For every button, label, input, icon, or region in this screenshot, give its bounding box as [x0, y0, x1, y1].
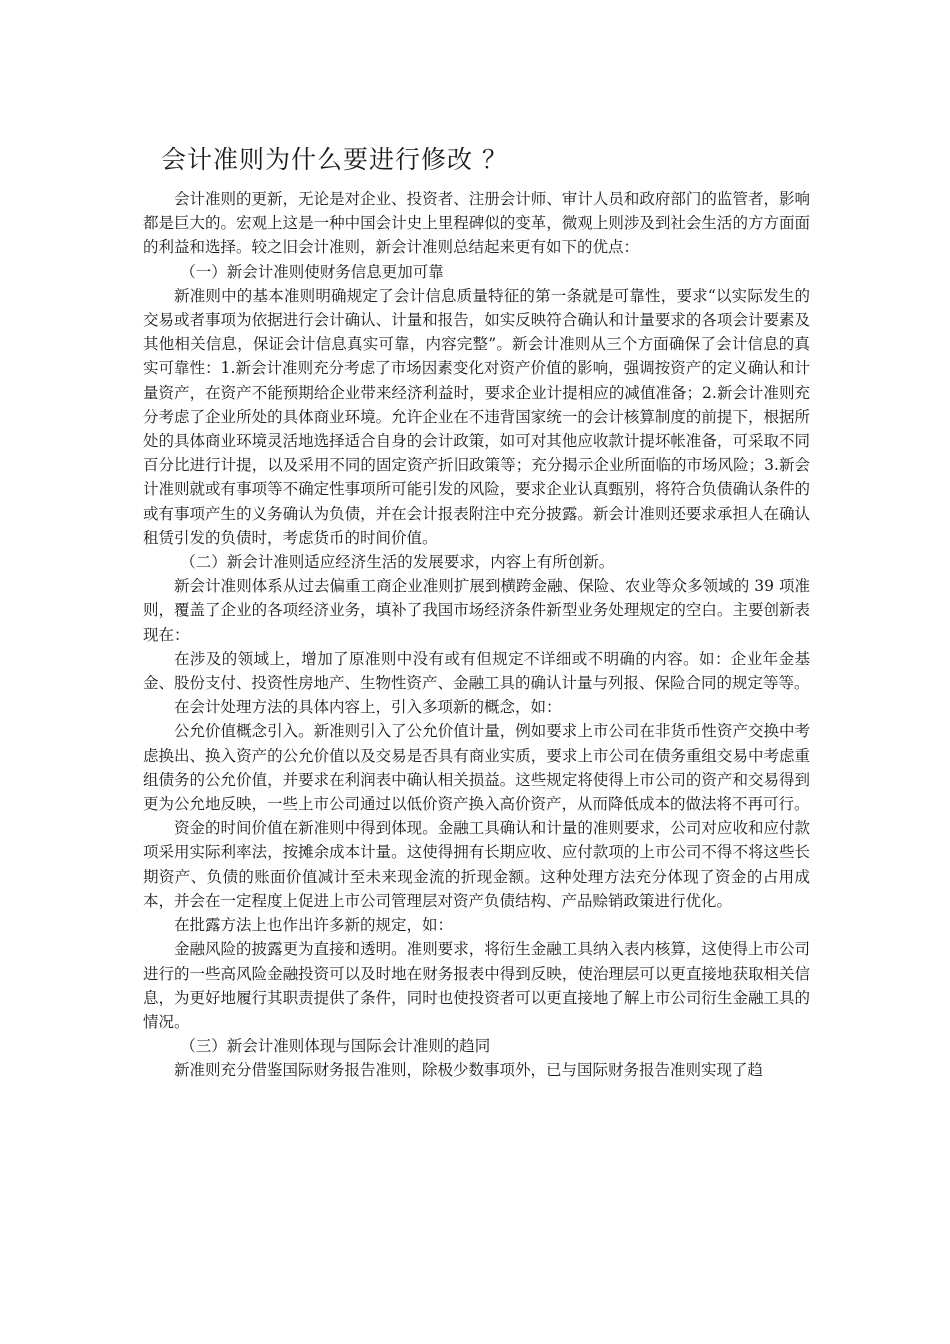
body-paragraph: 在批露方法上也作出许多新的规定，如： — [174, 916, 454, 935]
body-paragraph: 新准则充分借鉴国际财务报告准则，除极少数事项外，已与国际财务报告准则实现了趋 — [174, 1061, 764, 1080]
body-paragraph: 资金的时间价值在新准则中得到体现。金融工具确认和计量的准则要求，公司对应收和应付款项采用实际利率法，按摊余成本计量。这使得拥有长期应收、应付款项的上市公司不得不将这些长期资产、负债的账面价值减计至未来现金流的折现金额。这种处理方法充分体现了资金的占用成本，并会在一定程度上促进上市公司管理层对资产负债结构、产品赊销政策进行优化。 — [143, 819, 810, 910]
body-paragraph: 新准则中的基本准则明确规定了会计信息质量特征的第一条就是可靠性，要求“以实际发生的交易或者事项为依据进行会计确认、计量和报告，如实反映符合确认和计量要求的各项会计要素及其他相关信息，保证会计信息真实可靠，内容完整”。新会计准则从三个方面确保了会计信息的真实可靠性：1.新会计准则充分考虑了市场因素变化对资产价值的影响，强调按资产的定义确认和计量资产，在资产不能预期给企业带来经济利益时，要求企业计提相应的减值准备；2.新会计准则充分考虑了企业所处的具体商业环境。允许企业在不违背国家统一的会计核算制度的前提下，根据所处的具体商业环境灵活地选择适合自身的会计政策，如可对其他应收款计提坏帐准备，可采取不同百分比进行计提，以及采用不同的固定资产折旧政策等；充分揭示企业所面临的市场风险；3.新会计准则就或有事项等不确定性事项所可能引发的风险，要求企业认真甄别，将符合负债确认条件的或有事项产生的义务确认为负债，并在会计报表附注中充分披露。新会计准则还要求承担人在确认租赁引发的负债时，考虑货币的时间价值。 — [143, 286, 810, 547]
body-paragraph: 会计准则的更新，无论是对企业、投资者、注册会计师、审计人员和政府部门的监管者，影响都是巨大的。宏观上这是一种中国会计史上里程碑似的变革，微观上则涉及到社会生活的方方面面的利益和选择。较之旧会计准则，新会计准则总结起来更有如下的优点： — [143, 190, 810, 257]
body-paragraph: 在涉及的领域上，增加了原准则中没有或有但规定不详细或不明确的内容。如：企业年金基金、股份支付、投资性房地产、生物性资产、金融工具的确认计量与列报、保险合同的规定等等。 — [143, 649, 810, 693]
body-paragraph: 在会计处理方法的具体内容上，引入多项新的概念，如： — [174, 698, 562, 717]
body-paragraph: 金融风险的披露更为直接和透明。准则要求，将衍生金融工具纳入表内核算，这使得上市公司进行的一些高风险金融投资可以及时地在财务报表中得到反映，使治理层可以更直接地获取相关信息，为更好地履行其职责提供了条件，同时也使投资者可以更直接地了解上市公司衍生金融工具的情况。 — [143, 940, 810, 1031]
section-heading: （二）新会计准则适应经济生活的发展要求，内容上有所创新。 — [180, 553, 615, 572]
document-title: 会计准则为什么要进行修改 ？ — [161, 145, 508, 174]
document-body — [143, 187, 810, 1083]
body-paragraph: 新会计准则体系从过去偏重工商企业准则扩展到横跨金融、保险、农业等众多领域的 39 项准则，覆盖了企业的各项经济业务，填补了我国市场经济条件新型业务处理规定的空白。主要创新表现在： — [143, 577, 810, 644]
section-heading: （一）新会计准则使财务信息更加可靠 — [180, 262, 444, 281]
body-paragraph: 公允价值概念引入。新准则引入了公允价值计量，例如要求上市公司在非货币性资产交换中考虑换出、换入资产的公允价值以及交易是否具有商业实质，要求上市公司在债务重组交易中考虑重组债务的公允价值，并要求在利润表中确认相关损益。这些规定将使得上市公司的资产和交易得到更为公允地反映，一些上市公司通过以低价资产换入高价资产，从而降低成本的做法将不再可行。 — [143, 722, 810, 814]
section-heading: （三）新会计准则体现与国际会计准则的趋同 — [180, 1037, 491, 1056]
